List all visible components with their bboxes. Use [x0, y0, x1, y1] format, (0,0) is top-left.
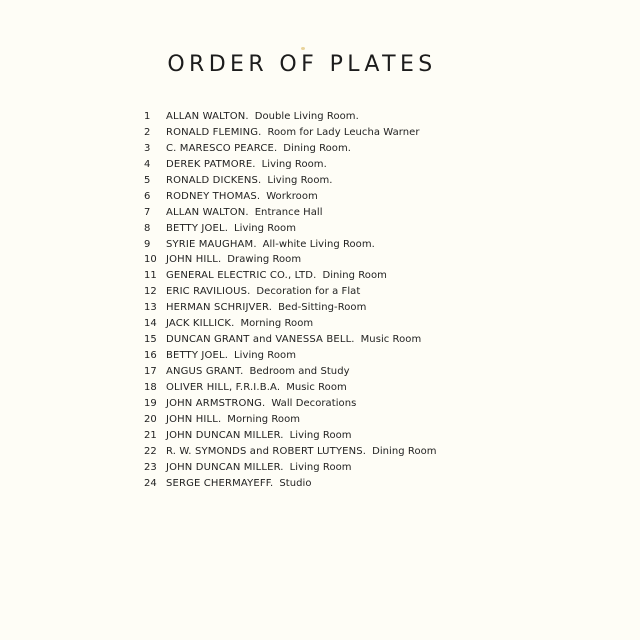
plate-number: 23 [144, 461, 157, 473]
plate-artist: GENERAL ELECTRIC CO., LTD. [166, 270, 317, 282]
plate-entry [144, 157, 437, 173]
plate-artist: JOHN HILL. [166, 413, 222, 425]
plate-number: 15 [144, 334, 157, 346]
plate-room: Living Room [234, 222, 296, 234]
plate-room: Wall Decorations [271, 397, 357, 409]
plate-room: Dining Room. [283, 142, 351, 154]
plate-entry [144, 221, 437, 237]
plate-artist: DEREK PATMORE. [166, 158, 256, 170]
plate-room: Living Room [234, 350, 296, 362]
plate-number: 21 [144, 429, 157, 441]
plate-entry [144, 332, 437, 348]
plate-room: Living Room [289, 429, 352, 441]
plate-room: Music Room [286, 381, 347, 393]
plate-entry [144, 428, 437, 444]
plate-number: 2 [144, 126, 151, 138]
plate-room: Living Room [289, 461, 352, 473]
plate-room: All-white Living Room. [262, 238, 375, 250]
plate-entry [144, 460, 437, 476]
plate-room: Morning Room [227, 413, 301, 425]
plate-number: 12 [144, 286, 157, 298]
plate-room: Studio [279, 477, 312, 489]
plate-artist: R. W. SYMONDS and ROBERT LUTYENS. [166, 445, 367, 457]
plate-artist: SERGE CHERMAYEFF. [166, 477, 274, 489]
plate-room: Dining Room [372, 445, 437, 457]
plate-number: 8 [144, 222, 151, 234]
plate-number: 13 [144, 302, 157, 314]
plate-number: 20 [144, 413, 157, 425]
plate-artist: JOHN DUNCAN MILLER. [166, 461, 284, 473]
plate-number: 1 [144, 111, 151, 122]
plate-number: 14 [144, 318, 157, 330]
plate-artist: JOHN ARMSTRONG. [166, 397, 266, 409]
plate-artist: ALLAN WALTON. [166, 206, 249, 218]
plate-number: 19 [144, 397, 157, 409]
plate-entry [144, 268, 437, 284]
plate-number: 6 [144, 190, 151, 202]
plate-artist: JOHN HILL. [166, 254, 222, 266]
plate-room: Workroom [266, 190, 318, 202]
plate-artist: DUNCAN GRANT and VANESSA BELL. [166, 334, 355, 346]
plate-number: 18 [144, 381, 157, 393]
plate-room: Double Living Room. [254, 111, 359, 122]
plate-artist: ANGUS GRANT. [166, 366, 244, 377]
plates-list [144, 109, 437, 492]
plate-number: 24 [144, 477, 157, 489]
plate-artist: ALLAN WALTON. [166, 111, 249, 122]
plate-entry [144, 396, 437, 412]
plate-number: 9 [144, 238, 151, 250]
plate-artist: RONALD DICKENS. [166, 174, 262, 186]
plate-artist: JACK KILLICK. [166, 318, 235, 330]
plate-number: 7 [144, 206, 151, 218]
plate-room: Entrance Hall [254, 206, 323, 218]
plate-entry [144, 125, 437, 141]
plate-room: Music Room [360, 334, 422, 346]
plate-entry [144, 173, 437, 189]
plate-artist: JOHN DUNCAN MILLER. [166, 429, 284, 441]
plate-artist: HERMAN SCHRIJVER. [166, 302, 273, 314]
plate-artist: RONALD FLEMING. [166, 126, 262, 138]
plate-artist: RODNEY THOMAS. [166, 190, 261, 202]
plate-entry [144, 380, 437, 396]
plate-entry [144, 252, 437, 268]
plate-number: 4 [144, 158, 151, 170]
plate-entry [144, 109, 437, 125]
plate-number: 17 [144, 366, 157, 377]
plate-artist: ERIC RAVILIOUS. [166, 286, 251, 298]
plate-number: 16 [144, 350, 157, 362]
plate-artist: C. MARESCO PEARCE. [166, 142, 278, 154]
plate-room: Room for Lady Leucha Warner [267, 126, 420, 138]
plate-room: Bedroom and Study [249, 366, 350, 377]
plate-number: 5 [144, 174, 151, 186]
plate-number: 10 [144, 254, 157, 266]
plate-entry [144, 444, 437, 460]
plate-entry [144, 316, 437, 332]
plate-room: Morning Room [240, 318, 314, 330]
plate-artist: SYRIE MAUGHAM. [166, 238, 257, 250]
plate-room: Bed-Sitting-Room [278, 302, 367, 314]
plate-entry [144, 476, 437, 492]
plate-entry [144, 284, 437, 300]
plate-room: Drawing Room [227, 254, 302, 266]
plate-number: 3 [144, 142, 151, 154]
plate-room: Decoration for a Flat [256, 286, 361, 298]
plate-entry [144, 348, 437, 364]
plate-entry [144, 364, 437, 380]
plate-room: Dining Room [322, 270, 387, 282]
plate-artist: OLIVER HILL, F.R.I.B.A. [166, 381, 281, 393]
plate-entry [144, 141, 437, 157]
plate-room: Living Room. [267, 174, 333, 186]
page-title: ORDER OF PLATES [167, 52, 437, 77]
plate-entry [144, 189, 437, 205]
plate-number: 11 [144, 270, 157, 282]
plate-entry [144, 237, 437, 253]
plate-entry [144, 205, 437, 221]
plate-entry [144, 300, 437, 316]
plate-entry [144, 412, 437, 428]
paper-fleck [301, 47, 305, 50]
plate-room: Living Room. [261, 158, 327, 170]
plate-artist: BETTY JOEL. [166, 350, 229, 362]
plate-number: 22 [144, 445, 157, 457]
plate-artist: BETTY JOEL. [166, 222, 229, 234]
